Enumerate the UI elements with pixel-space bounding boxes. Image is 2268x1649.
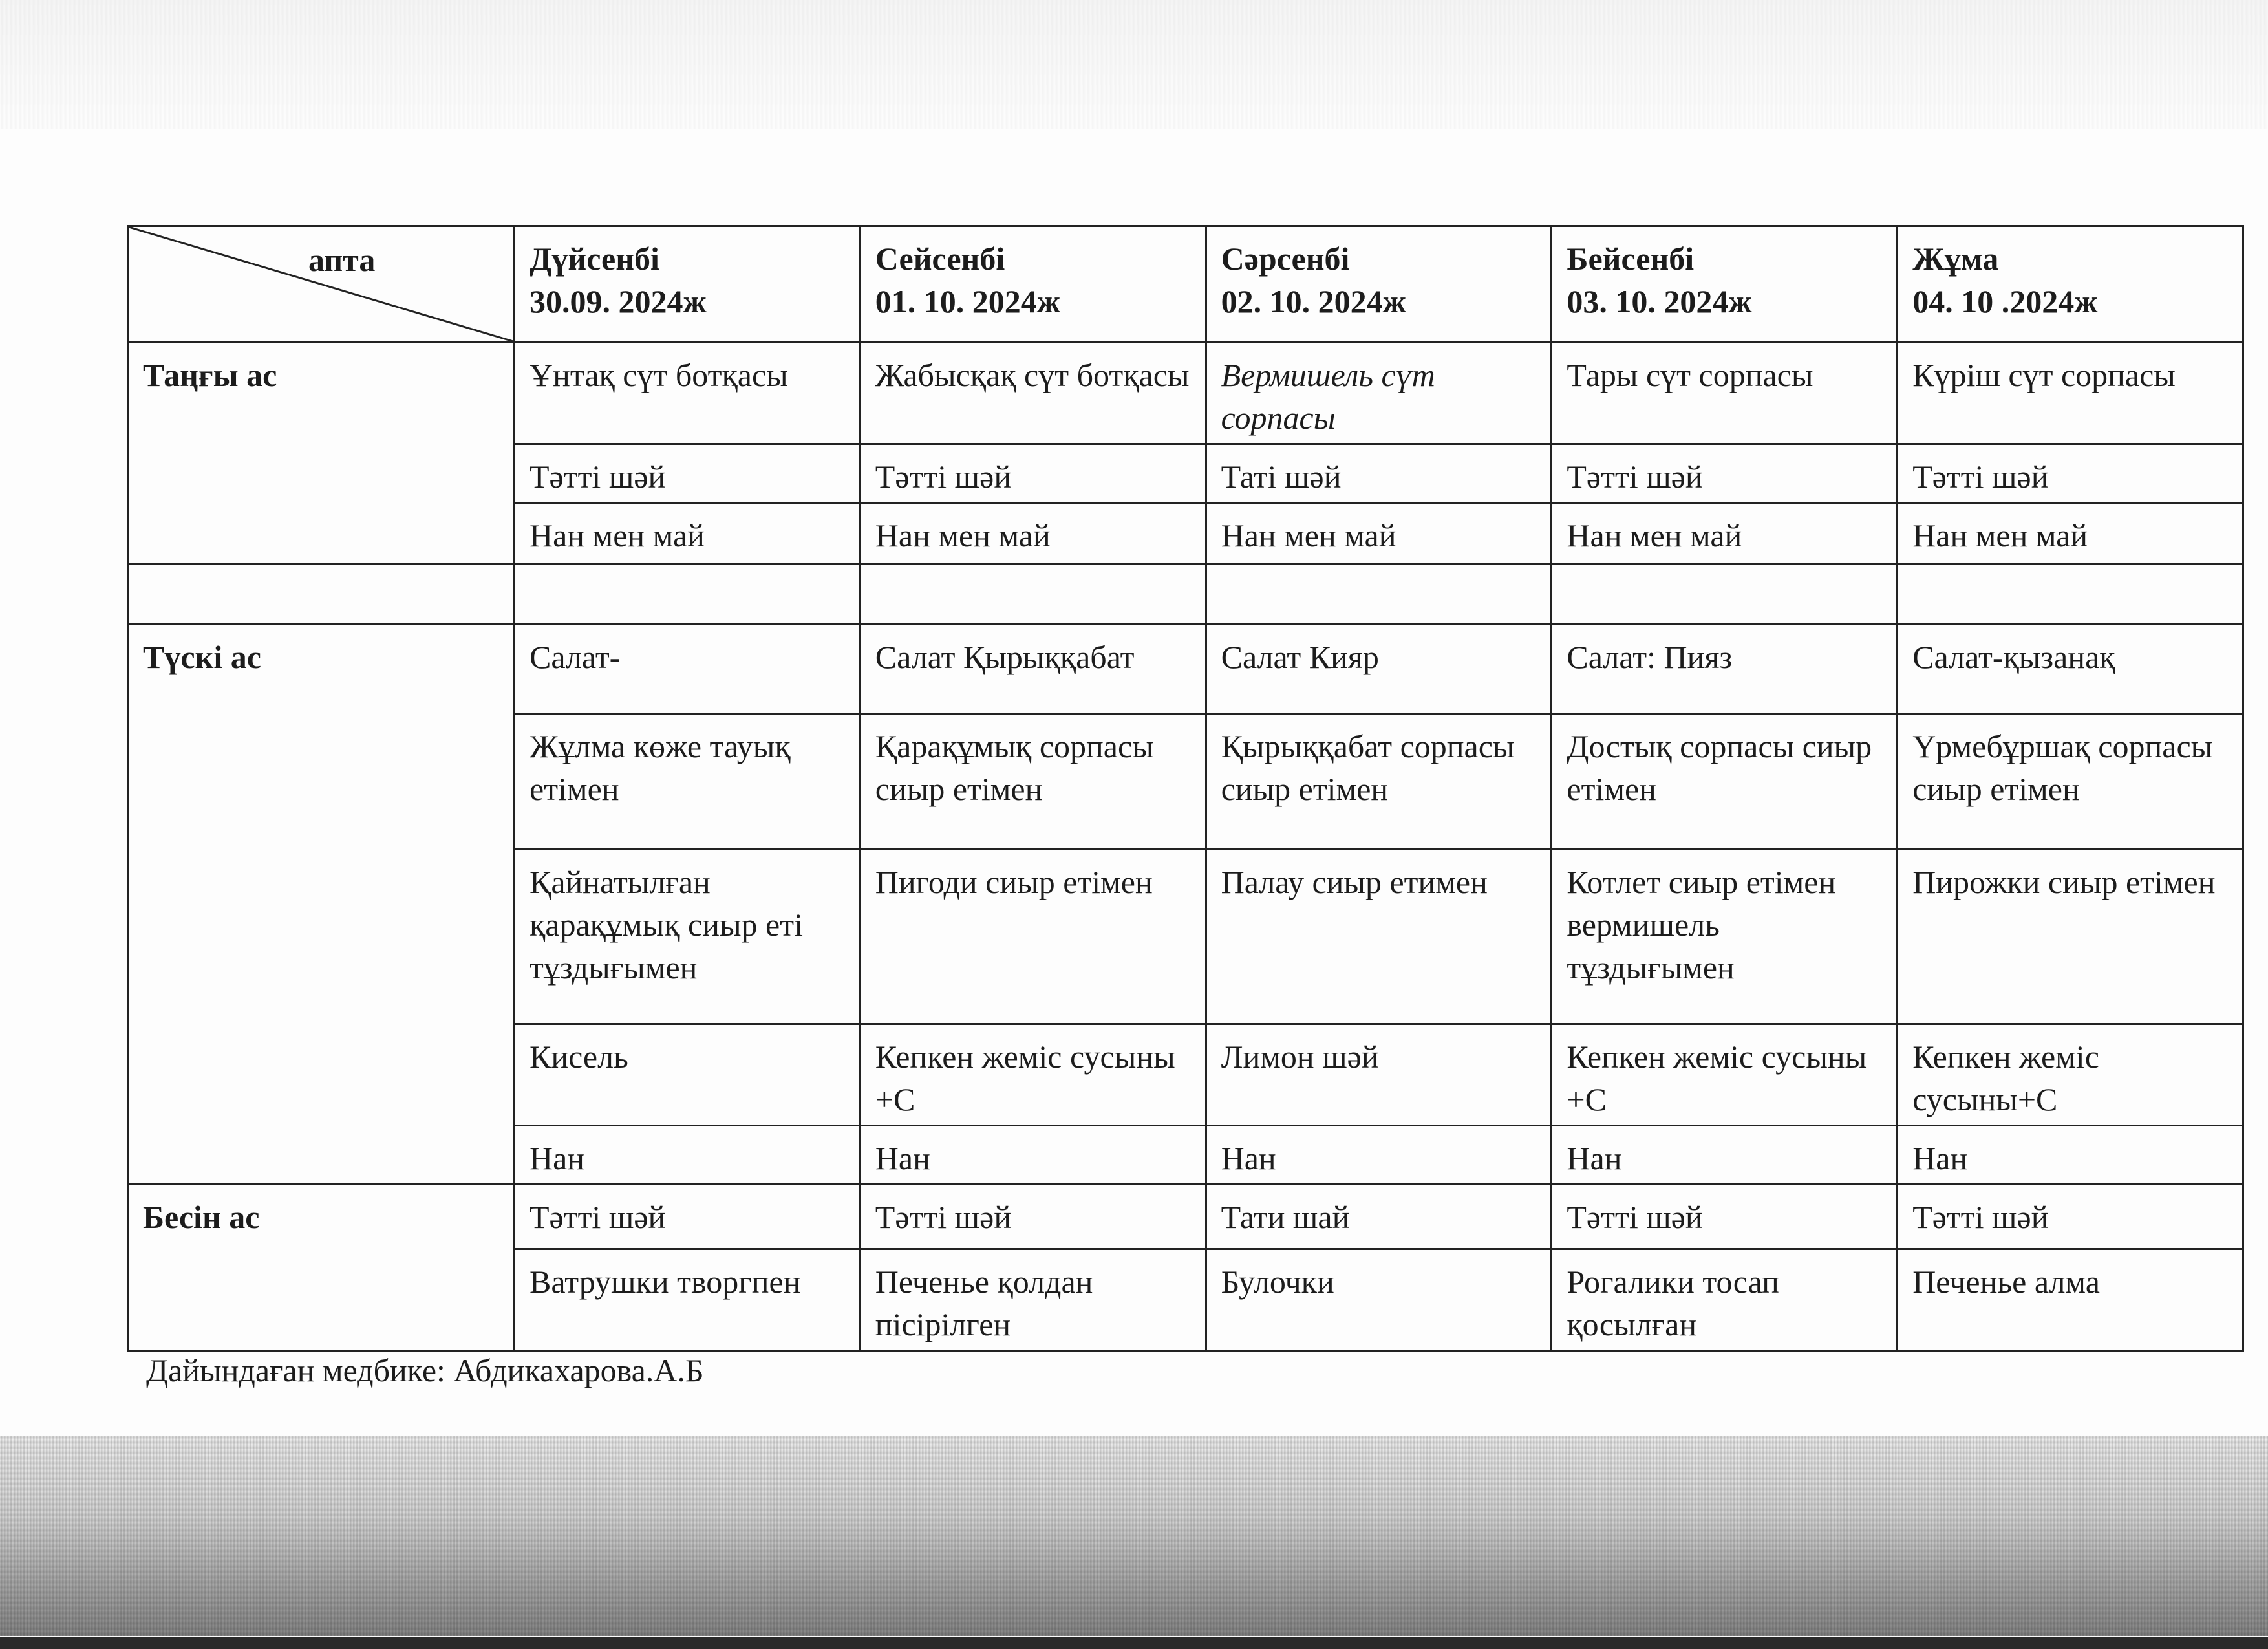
menu-cell: Пигоди сиыр етімен <box>860 850 1206 1024</box>
menu-cell: Тәтті шәй <box>515 1185 861 1249</box>
meal-label-snack: Бесін ас <box>128 1185 515 1351</box>
corner-cell <box>128 226 515 343</box>
menu-cell: Тәтті шәй <box>1898 1185 2243 1249</box>
header-row <box>128 226 2243 343</box>
menu-cell: Тәтті шәй <box>860 1185 1206 1249</box>
menu-cell: Нан <box>515 1126 861 1185</box>
day-header-tuesday: Сейсенбі 01. 10. 2024ж <box>860 226 1206 343</box>
menu-cell: Нан мен май <box>860 503 1206 564</box>
menu-cell: Кисель <box>515 1024 861 1126</box>
menu-cell: Қайнатылған қарақұмық сиыр еті тұздығымен <box>515 850 861 1024</box>
menu-cell: Салат Қырыққабат <box>860 625 1206 714</box>
week-label: апта <box>308 242 376 278</box>
menu-cell: Күріш сүт сорпасы <box>1898 343 2243 444</box>
menu-cell: Ұнтақ сүт ботқасы <box>515 343 861 444</box>
empty-cell <box>1898 564 2243 625</box>
menu-cell: Рогалики тосап қосылған <box>1552 1249 1898 1351</box>
day-header-monday: Дүйсенбі 30.09. 2024ж <box>515 226 861 343</box>
empty-cell <box>860 564 1206 625</box>
menu-cell: Кепкен жеміс сусыны +С <box>860 1024 1206 1126</box>
menu-cell: Тәтті шәй <box>515 444 861 503</box>
menu-cell: Нан <box>1898 1126 2243 1185</box>
menu-cell: Салат- <box>515 625 861 714</box>
weekly-menu-table <box>127 225 2244 1352</box>
day-header-friday: Жұма 04. 10 .2024ж <box>1898 226 2243 343</box>
menu-cell: Тәтті шәй <box>1898 444 2243 503</box>
scan-noise-top <box>0 0 2268 129</box>
menu-cell: Достық сорпасы сиыр етімен <box>1552 714 1898 850</box>
scan-noise-bottom <box>0 1436 2268 1636</box>
menu-cell: Жабысқақ сүт ботқасы <box>860 343 1206 444</box>
table-row <box>128 1185 2243 1249</box>
menu-cell: Вермишель сүт сорпасы <box>1206 343 1552 444</box>
table-row <box>128 625 2243 714</box>
menu-cell: Кепкен жеміс сусыны+С <box>1898 1024 2243 1126</box>
menu-cell: Котлет сиыр етімен вермишель тұздығымен <box>1552 850 1898 1024</box>
meal-label-breakfast: Таңғы ас <box>128 343 515 564</box>
menu-cell: Нан мен май <box>1552 503 1898 564</box>
menu-cell: Ватрушки творгпен <box>515 1249 861 1351</box>
menu-cell: Үрмебұршақ сорпасы сиыр етімен <box>1898 714 2243 850</box>
menu-cell: Тәтті шәй <box>1552 1185 1898 1249</box>
menu-cell: Тәтті шәй <box>860 444 1206 503</box>
menu-cell: Тәтті шәй <box>1552 444 1898 503</box>
menu-cell: Нан <box>1552 1126 1898 1185</box>
menu-cell: Печенье алма <box>1898 1249 2243 1351</box>
menu-cell: Салат Кияр <box>1206 625 1552 714</box>
empty-cell <box>1206 564 1552 625</box>
menu-cell: Кепкен жеміс сусыны +С <box>1552 1024 1898 1126</box>
menu-cell: Жұлма көже тауық етімен <box>515 714 861 850</box>
prepared-by-note: Дайындаған медбике: Абдикахарова.А.Б <box>146 1352 704 1388</box>
menu-cell: Таті шәй <box>1206 444 1552 503</box>
menu-cell: Тати шай <box>1206 1185 1552 1249</box>
day-header-thursday: Бейсенбі 03. 10. 2024ж <box>1552 226 1898 343</box>
menu-cell: Булочки <box>1206 1249 1552 1351</box>
menu-cell: Лимон шәй <box>1206 1024 1552 1126</box>
menu-cell: Нан мен май <box>1898 503 2243 564</box>
menu-cell: Салат: Пияз <box>1552 625 1898 714</box>
table-row <box>128 343 2243 444</box>
empty-cell <box>128 564 515 625</box>
menu-cell: Нан мен май <box>515 503 861 564</box>
menu-cell: Нан <box>1206 1126 1552 1185</box>
scan-edge <box>0 1637 2268 1649</box>
menu-cell: Қырыққабат сорпасы сиыр етімен <box>1206 714 1552 850</box>
menu-cell: Салат-қызанақ <box>1898 625 2243 714</box>
empty-row <box>128 564 2243 625</box>
menu-cell: Қарақұмық сорпасы сиыр етімен <box>860 714 1206 850</box>
day-header-wednesday: Сәрсенбі 02. 10. 2024ж <box>1206 226 1552 343</box>
meal-label-lunch: Түскі ас <box>128 625 515 1185</box>
menu-cell: Палау сиыр етимен <box>1206 850 1552 1024</box>
menu-cell: Нан мен май <box>1206 503 1552 564</box>
empty-cell <box>515 564 861 625</box>
menu-cell: Нан <box>860 1126 1206 1185</box>
menu-cell: Тары сүт сорпасы <box>1552 343 1898 444</box>
menu-cell: Печенье қолдан пісірілген <box>860 1249 1206 1351</box>
empty-cell <box>1552 564 1898 625</box>
menu-cell: Пирожки сиыр етімен <box>1898 850 2243 1024</box>
